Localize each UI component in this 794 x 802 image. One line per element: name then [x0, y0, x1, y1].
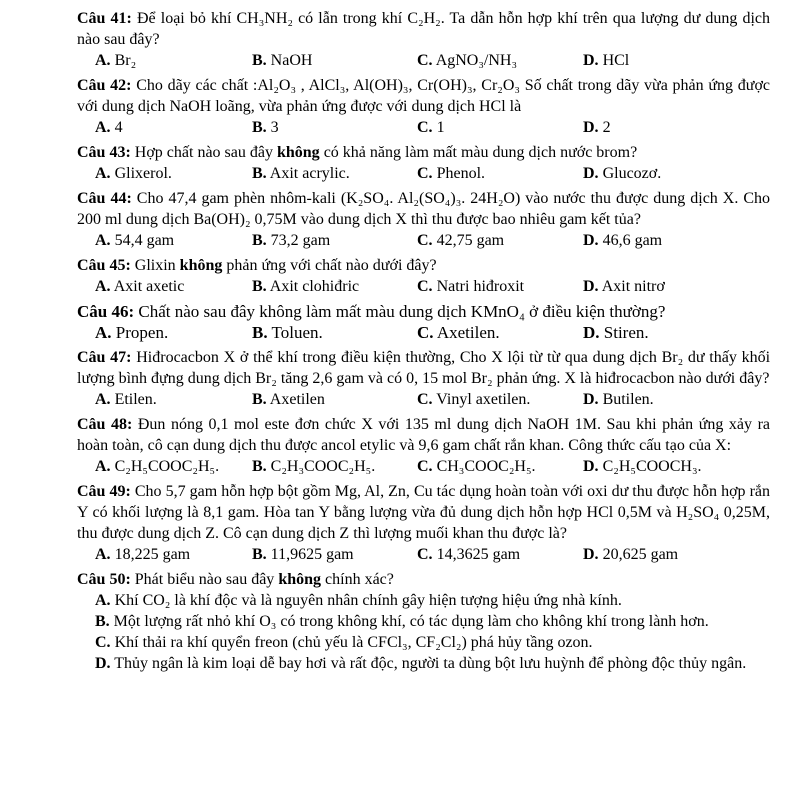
option-43-B-text: Axit acrylic. — [269, 165, 350, 182]
option-49-A — [95, 544, 252, 565]
option-48-A-label: A. — [95, 458, 111, 475]
question-44-label: Câu 44: — [77, 190, 132, 207]
option-42-B — [252, 117, 417, 138]
option-45-B-label: B. — [252, 278, 267, 295]
option-41-D-text: HCl — [602, 52, 630, 69]
question-46-text — [77, 301, 770, 322]
option-46-A — [95, 322, 252, 343]
question-43 — [77, 142, 770, 184]
question-47 — [77, 347, 770, 410]
option-45-D — [583, 276, 665, 297]
question-47-text — [77, 347, 770, 389]
option-44-C-label: C. — [417, 232, 433, 249]
option-49-A-text: 18,225 gam — [114, 546, 191, 563]
option-48-B-label: B. — [252, 458, 267, 475]
option-50-B-text: Một lượng rất nhỏ khí O₃ có trong không khí, có tác dụng làm cho không khí trong lành hơn. — [113, 613, 709, 630]
option-47-B-text: Axetilen — [269, 391, 325, 408]
question-50-body: Phát biểu nào sau đây — [134, 571, 279, 588]
question-41-options — [77, 50, 770, 71]
option-49-C-text: 14,3625 gam — [436, 546, 521, 563]
option-42-D — [583, 117, 611, 138]
question-47-options — [77, 389, 770, 410]
question-41-text — [77, 8, 770, 50]
option-46-A-label: A. — [95, 323, 112, 342]
question-42 — [77, 75, 770, 138]
question-45-options — [77, 276, 770, 297]
option-44-D-text: 46,6 gam — [602, 232, 663, 249]
option-42-D-text: 2 — [602, 119, 611, 136]
option-47-D — [583, 389, 654, 410]
option-47-A — [95, 389, 252, 410]
option-45-B — [252, 276, 417, 297]
option-49-A-label: A. — [95, 546, 111, 563]
question-43-bold-word: không — [276, 144, 320, 161]
option-41-C-text: AgNO₃/NH₃ — [435, 52, 518, 69]
option-42-A — [95, 117, 252, 138]
question-49-label: Câu 49: — [77, 483, 131, 500]
option-45-A-label: A. — [95, 278, 111, 295]
option-43-C — [417, 163, 583, 184]
question-45-body: Glixin — [134, 257, 180, 274]
option-47-C — [417, 389, 583, 410]
option-46-D-label: D. — [583, 323, 600, 342]
question-49-options — [77, 544, 770, 565]
option-44-D-label: D. — [583, 232, 599, 249]
option-50-D-label: D. — [95, 655, 111, 672]
question-43-body-after: có khả năng làm mất màu dung dịch nước brom? — [319, 144, 638, 161]
option-44-C-text: 42,75 gam — [436, 232, 505, 249]
option-43-C-text: Phenol. — [436, 165, 486, 182]
option-47-A-label: A. — [95, 391, 111, 408]
option-41-A-text: Br₂ — [114, 52, 137, 69]
question-41-label: Câu 41: — [77, 10, 132, 27]
option-48-A-text: C₂H₅COOC₂H₅. — [114, 458, 220, 475]
option-41-A — [95, 50, 252, 71]
option-47-B-label: B. — [252, 391, 267, 408]
option-46-C-text: Axetilen. — [436, 323, 500, 342]
option-43-A-label: A. — [95, 165, 111, 182]
option-49-B — [252, 544, 417, 565]
question-46-body: Chất nào sau đây không làm mất màu dung dịch KMnO₄ ở điều kiện thường? — [138, 302, 666, 321]
option-43-D — [583, 163, 661, 184]
question-45 — [77, 255, 770, 297]
question-42-text — [77, 75, 770, 117]
question-42-label: Câu 42: — [77, 77, 132, 94]
option-41-C-label: C. — [417, 52, 433, 69]
option-46-C-label: C. — [417, 323, 434, 342]
option-48-C — [417, 456, 583, 477]
question-46 — [77, 301, 770, 343]
question-42-body: Cho dãy các chất :Al₂O₃ , AlCl₃, Al(OH)₃, Cr(OH)₃, Cr₂O₃ Số chất trong dãy vừa phản ứng được với dung dịch NaOH loãng, vừa phản ứng được với dung dịch HCl là — [77, 77, 771, 115]
question-44 — [77, 188, 770, 251]
option-49-C-label: C. — [417, 546, 433, 563]
option-47-C-text: Vinyl axetilen. — [436, 391, 531, 408]
option-45-A — [95, 276, 252, 297]
question-43-body: Hợp chất nào sau đây — [134, 144, 277, 161]
option-50-C — [77, 632, 770, 653]
question-43-text — [77, 142, 770, 163]
question-50-body-after: chính xác? — [321, 571, 394, 588]
option-42-A-label: A. — [95, 119, 111, 136]
question-50-text — [77, 569, 770, 590]
question-48-options — [77, 456, 770, 477]
option-46-C — [417, 322, 583, 343]
option-46-A-text: Propen. — [115, 323, 169, 342]
question-49-text — [77, 481, 770, 544]
question-47-body: Hiđrocacbon X ở thể khí trong điều kiện thường, Cho X lội từ từ qua dung dịch Br₂ dư thấy khối lượng bình đựng dung dịch Br₂ tăng 2,6 gam và có 0, 15 mol Br₂ phản ứng. X là hiđrocacbon nào dưới đây? — [77, 349, 771, 387]
option-45-D-text: Axit nitrơ — [601, 278, 665, 295]
option-41-B-text: NaOH — [270, 52, 313, 69]
option-46-D — [583, 322, 649, 343]
option-46-B-label: B. — [252, 323, 268, 342]
option-43-A-text: Glixerol. — [114, 165, 172, 182]
option-48-C-text: CH₃COOC₂H₅. — [436, 458, 536, 475]
question-48-text — [77, 414, 770, 456]
option-44-A-text: 54,4 gam — [114, 232, 175, 249]
option-41-C — [417, 50, 583, 71]
option-42-C-text: 1 — [436, 119, 445, 136]
option-41-B — [252, 50, 417, 71]
question-48-label: Câu 48: — [77, 416, 133, 433]
option-41-A-label: A. — [95, 52, 111, 69]
question-41 — [77, 8, 770, 71]
option-48-B — [252, 456, 417, 477]
option-48-C-label: C. — [417, 458, 433, 475]
option-46-D-text: Stiren. — [603, 323, 649, 342]
option-43-B — [252, 163, 417, 184]
option-44-B-label: B. — [252, 232, 267, 249]
question-48 — [77, 414, 770, 477]
option-49-D-label: D. — [583, 546, 599, 563]
option-45-C — [417, 276, 583, 297]
question-44-options — [77, 230, 770, 251]
option-41-D-label: D. — [583, 52, 599, 69]
option-50-D-text: Thủy ngân là kim loại dễ bay hơi và rất độc, người ta dùng bột lưu huỳnh để phòng độc thủy ngân. — [114, 655, 747, 672]
option-50-A-text: Khí CO₂ là khí độc và là nguyên nhân chính gây hiện tượng hiệu ứng nhà kính. — [114, 592, 622, 609]
question-43-options — [77, 163, 770, 184]
option-47-C-label: C. — [417, 391, 433, 408]
question-41-body: Để loại bỏ khí CH₃NH₂ có lẫn trong khí C₂H₂. Ta dẫn hỗn hợp khí trên qua lượng dư dung dịch nào sau đây? — [77, 10, 771, 48]
option-50-A — [77, 590, 770, 611]
option-42-B-label: B. — [252, 119, 267, 136]
option-45-A-text: Axit axetic — [113, 278, 185, 295]
option-47-B — [252, 389, 417, 410]
option-42-B-text: 3 — [270, 119, 279, 136]
question-47-label: Câu 47: — [77, 349, 132, 366]
option-49-D-text: 20,625 gam — [602, 546, 679, 563]
option-43-D-label: D. — [583, 165, 599, 182]
question-44-text — [77, 188, 770, 230]
question-49-body: Cho 5,7 gam hỗn hợp bột gồm Mg, Al, Zn, Cu tác dụng hoàn toàn với oxi dư thu được hỗn hợp rắn Y có khối lượng là 8,1 gam. Hòa tan Y bằng lượng vừa đủ dung dịch hỗn hợp HCl 0,5M và H₂SO₄ 0,25M, thu được dung dịch Z. Cô cạn dung dịch Z thì lượng muối khan thu được là? — [77, 483, 771, 542]
option-49-C — [417, 544, 583, 565]
option-42-C-label: C. — [417, 119, 433, 136]
question-42-options — [77, 117, 770, 138]
question-45-label: Câu 45: — [77, 257, 131, 274]
option-44-C — [417, 230, 583, 251]
option-49-B-label: B. — [252, 546, 267, 563]
option-43-C-label: C. — [417, 165, 433, 182]
option-43-A — [95, 163, 252, 184]
question-48-body: Đun nóng 0,1 mol este đơn chức X với 135 ml dung dịch NaOH 1M. Sau khi phản ứng xảy ra hoàn toàn, cô cạn dung dịch thu được ancol etylic và 9,6 gam chất rắn khan. Công thức cấu tạo của X: — [77, 416, 771, 454]
option-45-B-text: Axit clohiđric — [269, 278, 360, 295]
question-43-label: Câu 43: — [77, 144, 131, 161]
option-43-D-text: Glucozơ. — [602, 165, 662, 182]
option-41-B-label: B. — [252, 52, 267, 69]
question-49 — [77, 481, 770, 565]
option-42-D-label: D. — [583, 119, 599, 136]
option-47-D-text: Butilen. — [602, 391, 654, 408]
option-45-D-label: D. — [583, 278, 599, 295]
option-48-D — [583, 456, 702, 477]
option-50-D — [77, 653, 770, 674]
option-44-A — [95, 230, 252, 251]
option-45-C-label: C. — [417, 278, 433, 295]
question-50-label: Câu 50: — [77, 571, 131, 588]
question-46-label: Câu 46: — [77, 302, 135, 321]
question-44-body: Cho 47,4 gam phèn nhôm-kali (K₂SO₄. Al₂(SO₄)₃. 24H₂O) vào nước thu được dung dịch X. Cho 200 ml dung dịch Ba(OH)₂ 0,75M vào dung dịch X thì thu được bao nhiêu gam kết tủa? — [77, 190, 771, 228]
question-45-bold-word: không — [179, 257, 223, 274]
option-46-B — [252, 322, 417, 343]
question-45-text — [77, 255, 770, 276]
option-47-D-label: D. — [583, 391, 599, 408]
option-50-C-text: Khí thải ra khí quyển freon (chủ yếu là CFCl₃, CF₂Cl₂) phá hủy tầng ozon. — [114, 634, 593, 651]
question-46-options — [77, 322, 770, 343]
option-42-C — [417, 117, 583, 138]
option-45-C-text: Natri hiđroxit — [436, 278, 525, 295]
option-43-B-label: B. — [252, 165, 267, 182]
option-48-D-label: D. — [583, 458, 599, 475]
option-44-B-text: 73,2 gam — [270, 232, 331, 249]
option-48-D-text: C₂H₅COOCH₃. — [602, 458, 702, 475]
option-49-D — [583, 544, 678, 565]
option-50-B-label: B. — [95, 613, 110, 630]
option-49-B-text: 11,9625 gam — [270, 546, 354, 563]
option-46-B-text: Toluen. — [271, 323, 323, 342]
question-50-bold-word: không — [278, 571, 322, 588]
question-50 — [77, 569, 770, 674]
option-41-D — [583, 50, 629, 71]
option-44-D — [583, 230, 662, 251]
option-47-A-text: Etilen. — [114, 391, 157, 408]
option-48-B-text: C₂H₃COOC₂H₅. — [270, 458, 376, 475]
option-42-A-text: 4 — [114, 119, 123, 136]
option-44-B — [252, 230, 417, 251]
option-50-A-label: A. — [95, 592, 111, 609]
option-50-B — [77, 611, 770, 632]
option-48-A — [95, 456, 252, 477]
question-45-body-after: phản ứng với chất nào dưới đây? — [222, 257, 437, 274]
option-44-A-label: A. — [95, 232, 111, 249]
option-50-C-label: C. — [95, 634, 111, 651]
